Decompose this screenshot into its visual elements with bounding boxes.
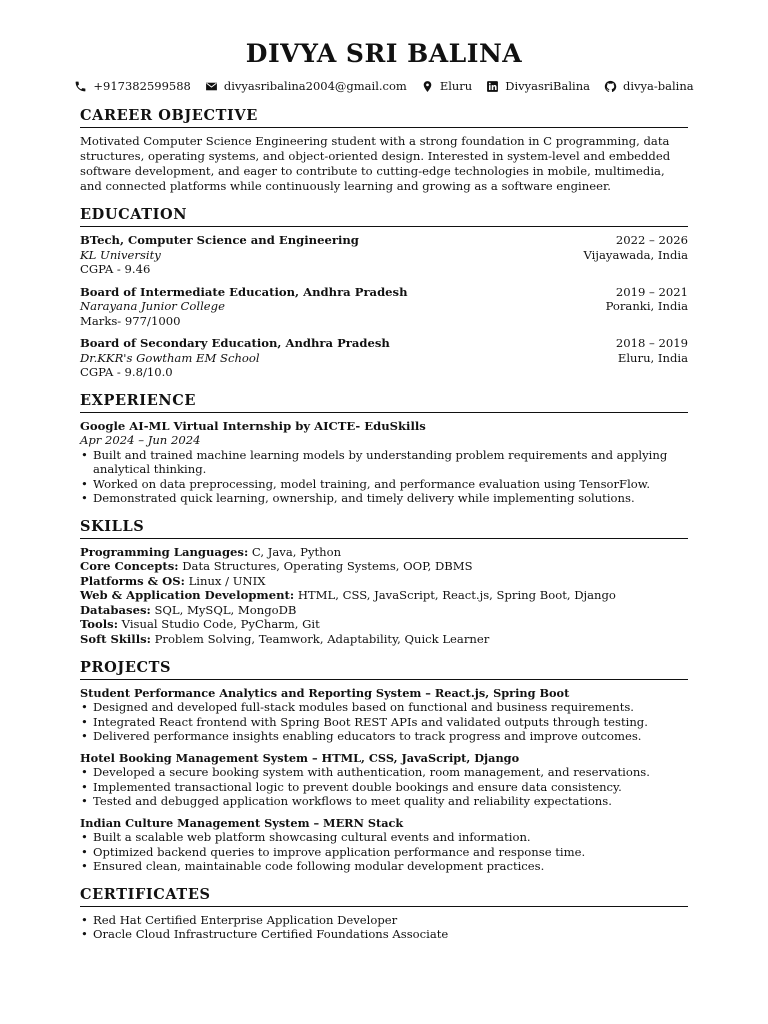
contact-github[interactable]	[604, 79, 694, 93]
edu-score: Marks- 977/1000	[80, 313, 181, 328]
linkedin-icon	[486, 80, 499, 93]
edu-degree: Board of Secondary Education, Andhra Pradesh	[80, 336, 390, 350]
list-item: • Demonstrated quick learning, ownership, and timely delivery while implementing solutions.	[80, 491, 688, 506]
skill-row	[80, 559, 688, 574]
project-title: Indian Culture Management System – MERN Stack	[80, 815, 404, 830]
edu-degree: BTech, Computer Science and Engineering	[80, 233, 359, 247]
list-item: • Designed and developed full-stack modules based on functional and business requirements.	[80, 700, 688, 715]
skill-row	[80, 617, 688, 632]
email-text: divyasribalina2004@gmail.com	[223, 79, 407, 93]
skill-label: Programming Languages:	[80, 544, 249, 559]
edu-years: 2018 – 2019	[615, 336, 688, 350]
skill-label: Soft Skills:	[80, 632, 151, 647]
skill-value: Visual Studio Code, PyCharm, Git	[117, 617, 320, 632]
skills-section	[80, 518, 688, 647]
skill-value: HTML, CSS, JavaScript, React.js, Spring Boot, Django	[294, 588, 616, 603]
education-section	[80, 206, 688, 380]
edu-school: Dr.KKR's Gowtham EM School	[80, 350, 260, 365]
contact-linkedin[interactable]	[486, 79, 590, 93]
projects-section	[80, 659, 688, 874]
phone-text: +917382599588	[93, 79, 191, 93]
certificates-section	[80, 886, 688, 942]
objective-text: Motivated Computer Science Engineering student with a strong foundation in C programming, data structures, operating systems, and object-oriented design. Interested in system-level and embedded software development, and eager to contribute to cutting-edge technologies in mobile, multimedia, and connected platforms while continuously learning and growing as a software engineer.	[80, 134, 671, 193]
experience-bullets	[80, 448, 688, 506]
edu-location: Eluru, India	[617, 350, 688, 365]
skill-label: Platforms & OS:	[80, 573, 185, 588]
phone-icon	[74, 80, 87, 93]
skill-label: Web & Application Development:	[80, 588, 295, 603]
skill-value: Data Structures, Operating Systems, OOP, DBMS	[178, 559, 473, 574]
section-title-projects: PROJECTS	[80, 659, 688, 680]
email-icon	[205, 80, 218, 93]
candidate-name: DIVYA SRI BALINA	[245, 39, 523, 68]
project-title: Student Performance Analytics and Reporting System – React.js, Spring Boot	[80, 685, 570, 700]
project-entry	[80, 686, 688, 744]
contact-phone[interactable]	[74, 79, 190, 93]
contact-email[interactable]	[205, 79, 407, 93]
list-item: • Integrated React frontend with Spring Boot REST APIs and validated outputs through testing.	[80, 715, 688, 730]
skill-row	[80, 574, 688, 589]
skill-row	[80, 632, 688, 647]
list-item: • Ensured clean, maintainable code following modular development practices.	[80, 859, 688, 874]
project-entry	[80, 751, 688, 809]
list-item: • Built a scalable web platform showcasing cultural events and information.	[80, 830, 688, 845]
list-item: • Optimized backend queries to improve application performance and response time.	[80, 845, 688, 860]
edu-degree: Board of Intermediate Education, Andhra Pradesh	[80, 284, 408, 299]
education-entry	[80, 285, 688, 329]
skill-value: Problem Solving, Teamwork, Adaptability, Quick Learner	[150, 632, 490, 647]
list-item: • Delivered performance insights enabling educators to track progress and improve outcomes.	[80, 729, 688, 744]
edu-score: CGPA - 9.8/10.0	[80, 365, 173, 379]
education-entry	[80, 233, 688, 277]
experience-section	[80, 392, 688, 506]
section-title-skills: SKILLS	[80, 518, 688, 539]
list-item: • Built and trained machine learning models by understanding problem requirements and applying analytical thinking.	[80, 448, 688, 477]
skill-row	[80, 588, 688, 603]
github-icon	[604, 80, 617, 93]
project-entry	[80, 816, 688, 874]
experience-dates: Apr 2024 – Jun 2024	[80, 433, 201, 447]
project-bullets	[80, 700, 688, 744]
section-title-experience: EXPERIENCE	[80, 392, 688, 413]
certificate-list	[80, 913, 688, 942]
list-item: • Tested and debugged application workflows to meet quality and reliability expectations.	[80, 794, 688, 809]
skill-value: Linux / UNIX	[184, 573, 266, 588]
project-title: Hotel Booking Management System – HTML, CSS, JavaScript, Django	[80, 750, 520, 765]
skill-label: Databases:	[80, 602, 151, 617]
edu-years: 2022 – 2026	[615, 233, 688, 247]
experience-role: Google AI-ML Virtual Internship by AICTE- EduSkills	[80, 418, 426, 433]
list-item: • Developed a secure booking system with authentication, room management, and reservations.	[80, 765, 688, 780]
edu-location: Vijayawada, India	[583, 247, 688, 262]
linkedin-text: DivyasriBalina	[505, 79, 590, 93]
skill-value: C, Java, Python	[248, 544, 342, 559]
list-item: • Red Hat Certified Enterprise Application Developer	[80, 913, 688, 928]
contact-bar	[80, 77, 694, 95]
skill-label: Tools:	[80, 617, 118, 632]
edu-score: CGPA - 9.46	[80, 262, 151, 276]
section-title-certificates: CERTIFICATES	[80, 886, 688, 907]
skill-row	[80, 545, 688, 560]
contact-location[interactable]	[421, 79, 472, 93]
project-bullets	[80, 765, 688, 809]
edu-years: 2019 – 2021	[615, 284, 688, 299]
list-item: • Worked on data preprocessing, model training, and performance evaluation using TensorFlow.	[80, 477, 688, 492]
skill-value: SQL, MySQL, MongoDB	[150, 602, 297, 617]
objective-section	[80, 107, 688, 194]
skill-row	[80, 603, 688, 618]
edu-school: KL University	[80, 247, 161, 262]
edu-location: Poranki, India	[605, 299, 688, 313]
location-icon	[421, 80, 434, 93]
resume-page	[80, 0, 694, 942]
list-item: • Implemented transactional logic to prevent double bookings and ensure data consistency.	[80, 780, 688, 795]
section-title-education: EDUCATION	[80, 206, 688, 227]
education-entry	[80, 336, 688, 380]
project-bullets	[80, 830, 688, 874]
github-text: divya-balina	[622, 79, 694, 93]
list-item: • Oracle Cloud Infrastructure Certified Foundations Associate	[80, 927, 688, 942]
skill-label: Core Concepts:	[80, 559, 179, 574]
location-text: Eluru	[439, 79, 473, 93]
edu-school: Narayana Junior College	[80, 299, 225, 313]
section-title-objective: CAREER OBJECTIVE	[80, 107, 688, 128]
